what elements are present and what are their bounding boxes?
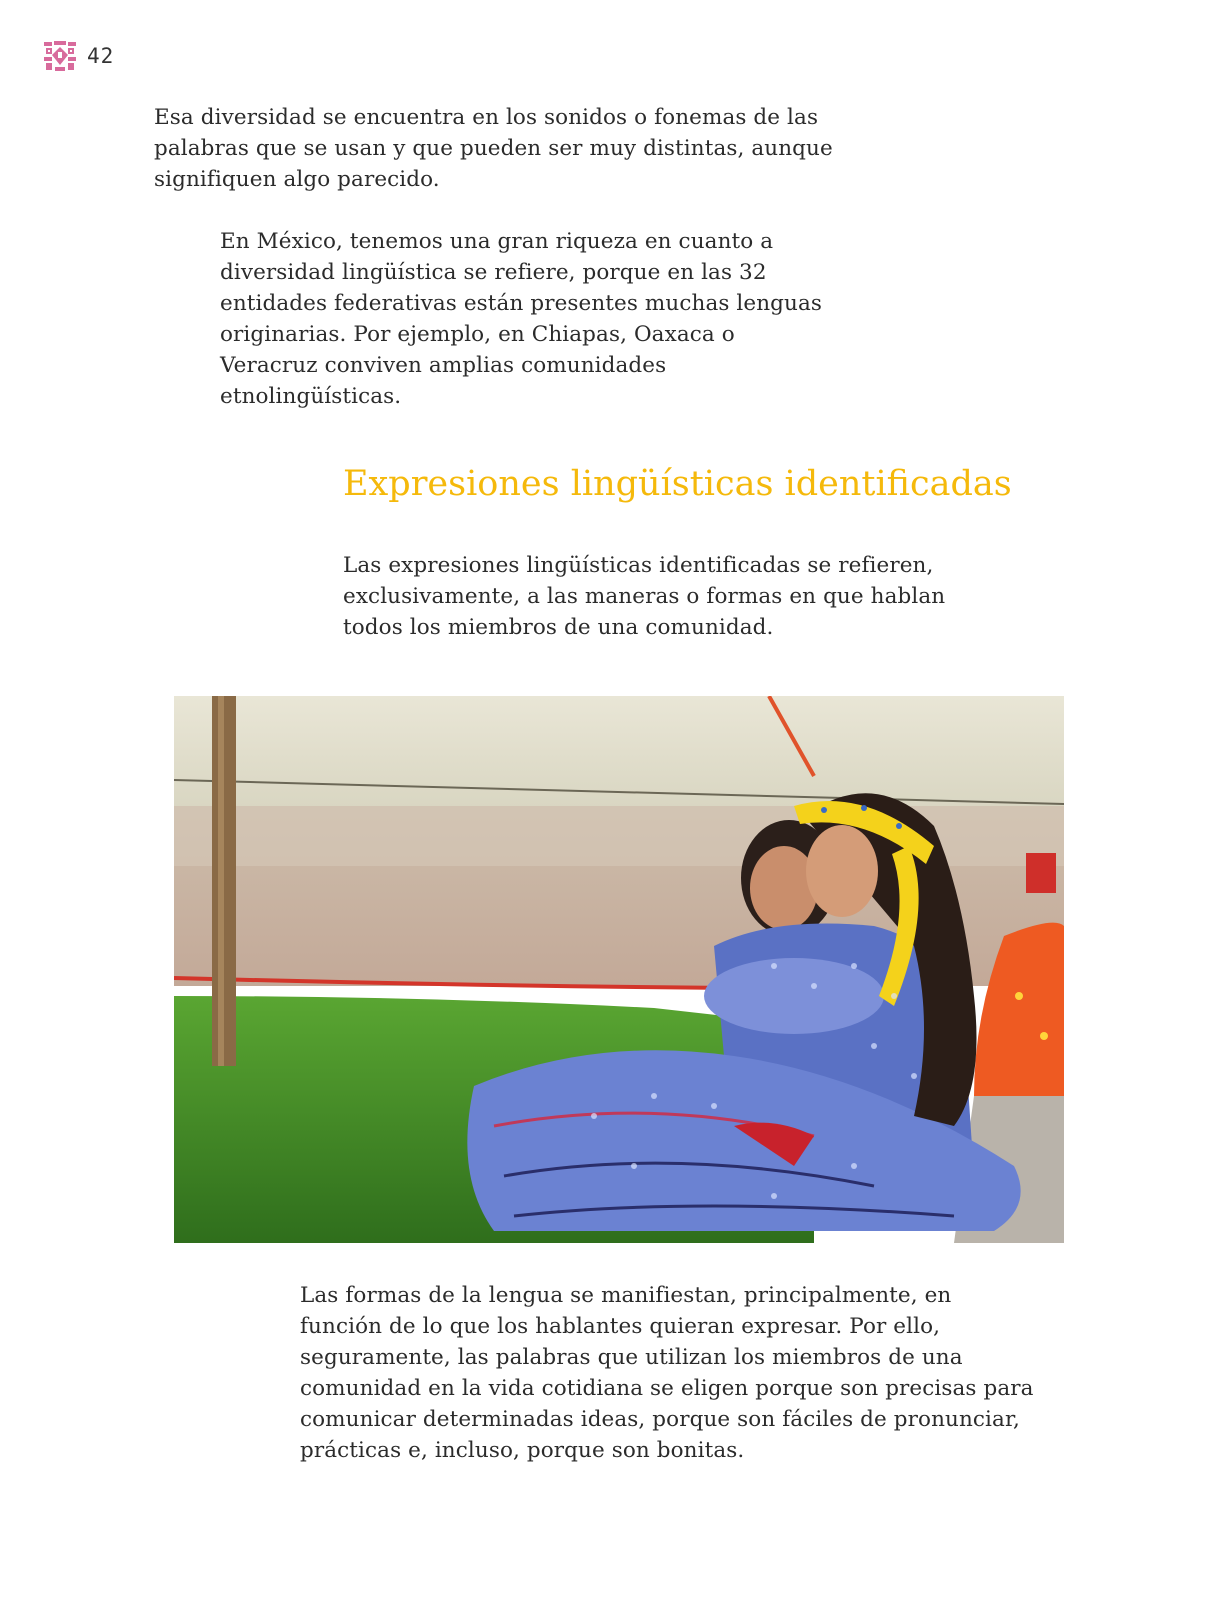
photo-children-traditional-dress bbox=[174, 696, 1064, 1243]
language-forms-paragraph: Las formas de la lengua se manifiestan, principalmente, en función de lo que los hablantes quieran expresar. Por ello, seguramente, las palabras que utilizan los miembros de una comunidad en la vida cotidiana se eligen porque son precisas para comunicar determinadas ideas, porque son fáciles de pronunciar, prácticas e, incluso, porque son bonitas. bbox=[300, 1283, 1034, 1463]
intro-paragraph: Esa diversidad se encuentra en los sonidos o fonemas de las palabras que se usan y que pueden ser muy distintas, aunque signifiquen algo parecido. bbox=[154, 105, 833, 192]
mexico-diversity-paragraph: En México, tenemos una gran riqueza en cuanto a diversidad lingüística se refiere, porque en las 32 entidades federativas están presentes muchas lenguas originarias. Por ejemplo, en Chiapas, Oaxaca o Veracruz conviven amplias comunidades etnolingüísticas. bbox=[220, 229, 823, 409]
pink-glyph-icon bbox=[42, 38, 78, 74]
page-header bbox=[42, 38, 114, 74]
section-title: Expresiones lingüísticas identificadas bbox=[343, 464, 1012, 504]
page-number: 42 bbox=[87, 44, 115, 68]
section-definition-paragraph: Las expresiones lingüísticas identificadas se refieren, exclusivamente, a las maneras o formas en que hablan todos los miembros de una comunidad. bbox=[343, 553, 946, 640]
